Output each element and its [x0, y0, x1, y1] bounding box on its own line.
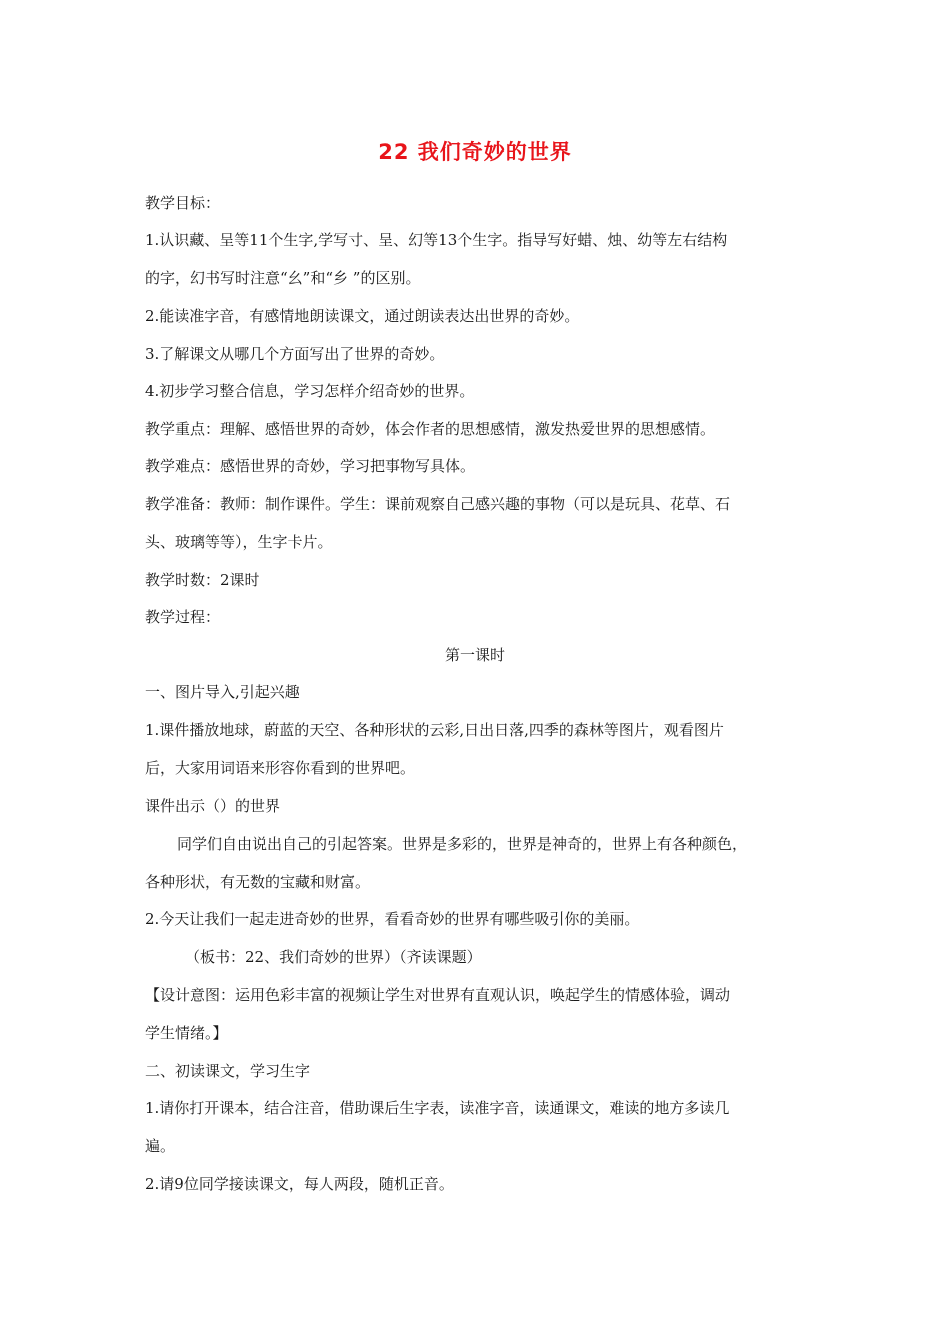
section-label-process: 教学过程：	[145, 608, 221, 626]
step-1-item-1: 1.课件播放地球，蔚蓝的天空、各种形状的云彩,日出日落,四季的森林等图片，观看图片	[145, 721, 724, 739]
teaching-preparation-continued: 头、玻璃等等），生字卡片。	[145, 533, 333, 551]
section-label-objectives: 教学目标：	[145, 194, 221, 212]
document-title: 22 我们奇妙的世界	[378, 140, 572, 164]
objective-3: 3.了解课文从哪几个方面写出了世界的奇妙。	[145, 345, 445, 363]
step-1-heading: 一、图片导入,引起兴趣	[145, 683, 300, 701]
teaching-key-points: 教学重点：理解、感悟世界的奇妙，体会作者的思想感情，激发热爱世界的思想感情。	[145, 420, 716, 438]
design-intent-continued: 学生情绪。】	[145, 1024, 228, 1042]
teaching-preparation: 教学准备：教师：制作课件。学生：课前观察自己感兴趣的事物（可以是玩具、花草、石	[145, 495, 731, 513]
lesson-heading-first: 第一课时	[444, 646, 505, 664]
step-2-heading: 二、初读课文，学习生字	[145, 1062, 311, 1080]
objective-2: 2.能读准字音，有感情地朗读课文，通过朗读表达出世界的奇妙。	[145, 307, 580, 325]
blackboard-note: （板书：22、我们奇妙的世界）（齐读课题）	[185, 948, 482, 966]
student-answers: 同学们自由说出自己的引起答案。世界是多彩的，世界是神奇的，世界上有各种颜色，	[177, 835, 748, 853]
objective-1-continued: 的字，幻书写时注意“幺”和“乡 ”的区别。	[145, 269, 421, 287]
step-2-item-1: 1.请你打开课本，结合注音，借助课后生字表，读准字音，读通课文，难读的地方多读几	[145, 1099, 730, 1117]
design-intent: 【设计意图：运用色彩丰富的视频让学生对世界有直观认识，唤起学生的情感体验，调动	[145, 986, 731, 1004]
step-1-item-1-continued: 后，大家用词语来形容你看到的世界吧。	[145, 759, 416, 777]
step-2-item-1-continued: 遍。	[145, 1137, 176, 1155]
step-2-item-2: 2.请9位同学接读课文，每人两段，随机正音。	[145, 1175, 454, 1193]
teaching-difficulties: 教学难点：感悟世界的奇妙，学习把事物写具体。	[145, 457, 476, 475]
courseware-display: 课件出示（）的世界	[145, 797, 281, 815]
objective-1: 1.认识藏、呈等11个生字,学写寸、呈、幻等13个生字。指导写好蜡、烛、幼等左右结构	[145, 231, 728, 249]
step-1-item-2: 2.今天让我们一起走进奇妙的世界，看看奇妙的世界有哪些吸引你的美丽。	[145, 910, 640, 928]
objective-4: 4.初步学习整合信息，学习怎样介绍奇妙的世界。	[145, 382, 475, 400]
student-answers-continued: 各种形状，有无数的宝藏和财富。	[145, 873, 371, 891]
teaching-hours: 教学时数：2课时	[145, 571, 260, 589]
